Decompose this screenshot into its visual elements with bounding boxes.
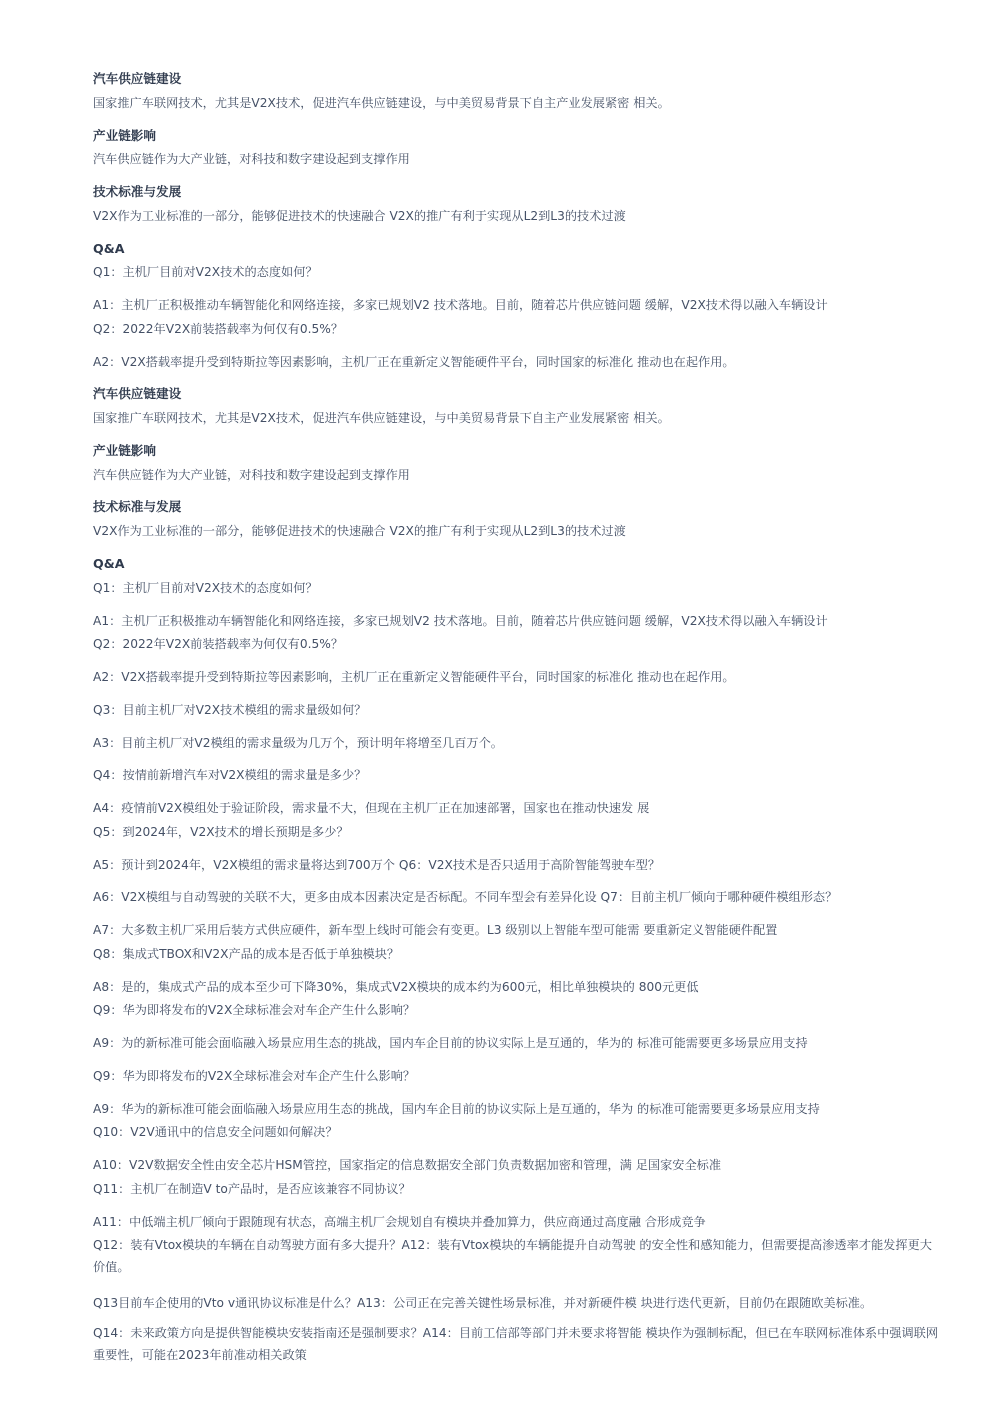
answer: A6：V2X模组与自动驾驶的关联不大，更多由成本因素决定是否标配。不同车型会有差异化设 Q7：目前主机厂倾向于哪种硬件模组形态？ bbox=[93, 890, 838, 904]
question: Q3：目前主机厂对V2X技术模组的需求量级如何？ bbox=[93, 703, 367, 717]
question: Q5：到2024年，V2X技术的增长预期是多少？ bbox=[93, 825, 349, 839]
paragraph: 汽车供应链作为大产业链，对科技和数字建设起到支撑作用 bbox=[93, 152, 410, 166]
section-heading: 技术标准与发展 bbox=[93, 184, 182, 199]
answer: A1：主机厂正积极推动车辆智能化和网络连接，多家已规划V2 技术落地。目前，随着芯片供应链问题 缓解，V2X技术得以融入车辆设计 bbox=[93, 614, 828, 628]
question: Q11：主机厂在制造V to产品时，是否应该兼容不同协议？ bbox=[93, 1182, 411, 1196]
qa-pair: Q12：装有Vtox模块的车辆在自动驾驶方面有多大提升？A12：装有Vtox模块的车辆能提升自动驾驶 的安全性和感知能力，但需要提高渗透率才能发挥更大价值。 bbox=[93, 1238, 932, 1274]
question: Q1：主机厂目前对V2X技术的态度如何？ bbox=[93, 581, 318, 595]
section-heading: 汽车供应链建设 bbox=[93, 386, 182, 401]
qa-heading: Q&A bbox=[93, 556, 125, 571]
answer: A3：目前主机厂对V2模组的需求量级为几万个，预计明年将增至几百万个。 bbox=[93, 736, 503, 750]
question: Q1：主机厂目前对V2X技术的态度如何？ bbox=[93, 265, 318, 279]
answer: A2：V2X搭载率提升受到特斯拉等因素影响，主机厂正在重新定义智能硬件平台，同时国家的标准化 推动也在起作用。 bbox=[93, 355, 735, 369]
answer: A7：大多数主机厂采用后装方式供应硬件，新车型上线时可能会有变更。L3 级别以上智能车型可能需 要重新定义智能硬件配置 bbox=[93, 923, 778, 937]
section-heading: 汽车供应链建设 bbox=[93, 71, 182, 86]
answer: A9：为的新标准可能会面临融入场景应用生态的挑战，国内车企目前的协议实际上是互通的，华为的 标准可能需要更多场景应用支持 bbox=[93, 1036, 808, 1050]
paragraph: V2X作为工业标准的一部分，能够促进技术的快速融合 V2X的推广有利于实现从L2到L3的技术过渡 bbox=[93, 209, 626, 223]
answer: A5：预计到2024年，V2X模组的需求量将达到700万个 Q6：V2X技术是否只适用于高阶智能驾驶车型？ bbox=[93, 858, 661, 872]
section-heading: 产业链影响 bbox=[93, 128, 156, 143]
question: Q2：2022年V2X前装搭载率为何仅有0.5%？ bbox=[93, 322, 344, 336]
question: Q10：V2V通讯中的信息安全问题如何解决？ bbox=[93, 1125, 338, 1139]
answer: A2：V2X搭载率提升受到特斯拉等因素影响，主机厂正在重新定义智能硬件平台，同时国家的标准化 推动也在起作用。 bbox=[93, 670, 735, 684]
qa-heading: Q&A bbox=[93, 241, 125, 256]
question: Q4：按情前新增汽车对V2X模组的需求量是多少？ bbox=[93, 768, 367, 782]
question: Q9：华为即将发布的V2X全球标准会对车企产生什么影响？ bbox=[93, 1003, 416, 1017]
answer: A8：是的，集成式产品的成本至少可下降30%，集成式V2X模块的成本约为600元，相比单独模块的 800元更低 bbox=[93, 980, 699, 994]
answer: A11：中低端主机厂倾向于跟随现有状态，高端主机厂会规划自有模块并叠加算力，供应商通过高度融 合形成竞争 bbox=[93, 1215, 706, 1229]
question: Q9：华为即将发布的V2X全球标准会对车企产生什么影响？ bbox=[93, 1069, 416, 1083]
answer: A9：华为的新标准可能会面临融入场景应用生态的挑战，国内车企目前的协议实际上是互通的，华为 的标准可能需要更多场景应用支持 bbox=[93, 1102, 820, 1116]
question: Q2：2022年V2X前装搭载率为何仅有0.5%？ bbox=[93, 637, 344, 651]
question: Q8：集成式TBOX和V2X产品的成本是否低于单独模块？ bbox=[93, 947, 400, 961]
qa-pair: Q13目前车企使用的Vto v通讯协议标准是什么？A13：公司正在完善关键性场景标准，并对新硬件模 块进行迭代更新，目前仍在跟随欧美标准。 bbox=[93, 1296, 873, 1310]
paragraph: 汽车供应链作为大产业链，对科技和数字建设起到支撑作用 bbox=[93, 468, 410, 482]
paragraph: 国家推广车联网技术，尤其是V2X技术，促进汽车供应链建设，与中美贸易背景下自主产业发展紧密 相关。 bbox=[93, 96, 670, 110]
section-heading: 产业链影响 bbox=[93, 443, 156, 458]
paragraph: 国家推广车联网技术，尤其是V2X技术，促进汽车供应链建设，与中美贸易背景下自主产业发展紧密 相关。 bbox=[93, 411, 670, 425]
section-heading: 技术标准与发展 bbox=[93, 499, 182, 514]
answer: A1：主机厂正积极推动车辆智能化和网络连接，多家已规划V2 技术落地。目前，随着芯片供应链问题 缓解，V2X技术得以融入车辆设计 bbox=[93, 298, 828, 312]
qa-pair: Q14：未来政策方向是提供智能模块安装指南还是强制要求？A14：目前工信部等部门并未要求将智能 模块作为强制标配，但已在车联网标准体系中强调联网重要性，可能在2023年前准动相关政策 bbox=[93, 1326, 939, 1362]
paragraph: V2X作为工业标准的一部分，能够促进技术的快速融合 V2X的推广有利于实现从L2到L3的技术过渡 bbox=[93, 524, 626, 538]
answer: A4：疫情前V2X模组处于验证阶段，需求量不大，但现在主机厂正在加速部署，国家也在推动快速发 展 bbox=[93, 801, 650, 815]
answer: A10：V2V数据安全性由安全芯片HSM管控，国家指定的信息数据安全部门负责数据加密和管理，满 足国家安全标准 bbox=[93, 1158, 722, 1172]
